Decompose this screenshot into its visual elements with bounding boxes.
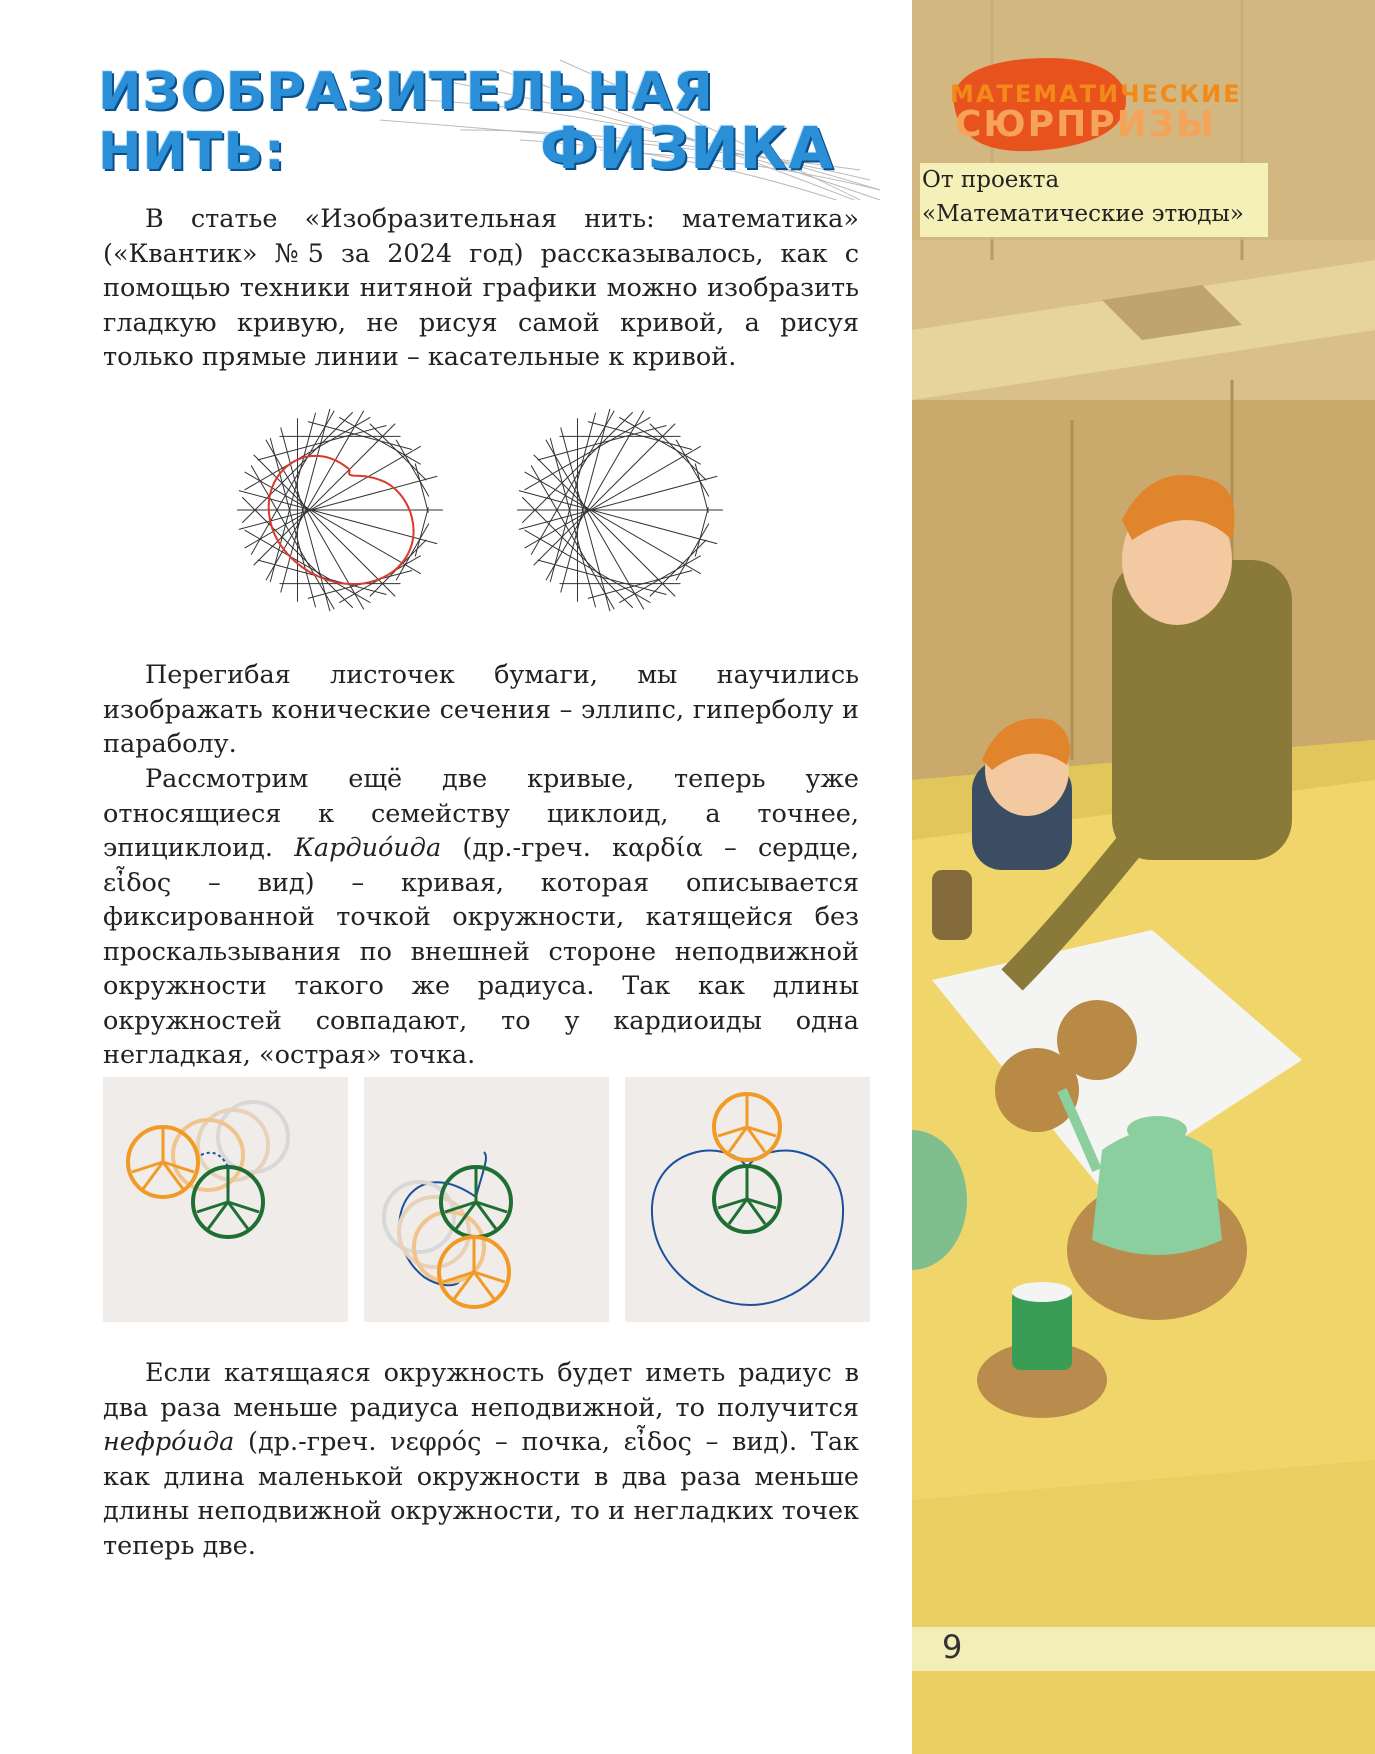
string-line: [525, 472, 701, 574]
string-line: [254, 424, 396, 566]
title-line-2: ФИЗИКА: [540, 114, 835, 182]
string-line: [695, 464, 708, 513]
paragraph-2: [103, 658, 859, 762]
string-line: [519, 476, 717, 529]
rolling-panel-3: [625, 1077, 870, 1322]
paragraph-4-text: Если катящаяся окружность будет иметь радиус в два раза меньше радиуса неподвижной, то получится нефро́ида (др.-греч. νεφρός – почка, εἶδος – вид). Так как длина маленькой окружности в два раза меньше длины неподвижной окружности, то и негладких точек теперь две.: [103, 1358, 859, 1561]
kitchen-illustration: [912, 0, 1375, 1754]
rolling-panel-1: [103, 1077, 348, 1322]
string-line: [676, 440, 709, 497]
string-line: [396, 523, 429, 580]
string-line: [537, 425, 666, 460]
string-line: [257, 425, 386, 460]
string-line: [519, 491, 717, 544]
paragraph-4: [103, 1356, 859, 1563]
string-line: [550, 438, 595, 607]
string-line: [588, 422, 692, 450]
string-line: [525, 530, 651, 603]
string-line: [534, 455, 676, 597]
string-line: [619, 417, 701, 464]
caption-line-2: «Математические этюды»: [922, 201, 1244, 227]
project-caption: [920, 163, 1268, 237]
term-nephroid: нефро́ида: [103, 1427, 235, 1457]
string-line: [588, 570, 692, 598]
string-line: [308, 422, 412, 450]
page-number: 9: [942, 1628, 963, 1666]
section-badge-line-1: МАТЕМАТИЧЕСКИЕ: [950, 80, 1242, 108]
string-line: [415, 464, 428, 513]
title-line-1: ИЗОБРАЗИТЕЛЬНАЯ НИТЬ:: [98, 62, 714, 182]
string-line: [270, 438, 315, 607]
string-line: [245, 530, 371, 603]
string-line: [254, 455, 396, 597]
caption-line-1: От проекта: [922, 167, 1060, 193]
paragraph-1: [103, 202, 859, 375]
string-line: [550, 413, 595, 582]
string-line: [396, 440, 429, 497]
illustration-column: [912, 0, 1375, 1754]
page-number-bar: [912, 1627, 1375, 1671]
section-badge-line-2: СЮРПРИЗЫ: [955, 104, 1216, 145]
string-line: [534, 424, 676, 566]
string-line: [339, 417, 421, 464]
string-line: [676, 523, 709, 580]
string-line: [245, 417, 371, 490]
string-line: [525, 417, 651, 490]
rolling-panel-2: [364, 1077, 609, 1322]
string-line: [650, 540, 707, 597]
string-art-cardioid-plain: [505, 395, 735, 625]
string-line: [270, 413, 315, 582]
term-cardioid: Кардио́ида: [294, 833, 442, 863]
paragraph-2-text: Перегибая листочек бумаги, мы научились изображать конические сечения – эллипс, гиперболу и параболу.: [103, 660, 859, 759]
string-line: [245, 446, 421, 548]
paragraph-1-text: В статье «Изобразительная нить: математика» («Квантик» №5 за 2024 год) рассказывалось, как с помощью техники нитяной графики можно изобразить гладкую кривую, не рисуя самой кривой, а рисуя только прямые линии – касательные к кривой.: [103, 204, 859, 372]
paragraph-3: [103, 762, 859, 1073]
string-line: [525, 446, 701, 548]
paragraph-3-text: Рассмотрим ещё две кривые, теперь уже относящиеся к семейству циклоид, а точнее, эпициклоид. Кардио́ида (др.-греч. καρδία – сердце, εἶδος – вид) – кривая, которая описывается фиксированной точкой окружности, катящейся без проскальзывания по внешней стороне неподвижной окружности такого же радиуса. Так как длины окружностей совпадают, то у кардиоиды одна негладкая, «острая» точка.: [103, 764, 859, 1070]
string-art-cardioid-red: [225, 395, 455, 625]
